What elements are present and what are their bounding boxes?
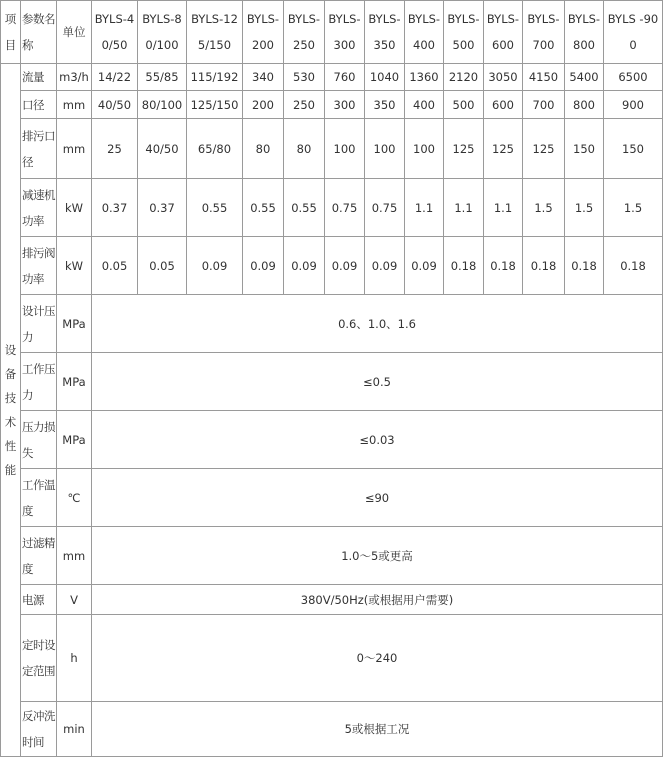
header-model: BYLS-300	[325, 1, 365, 64]
param-value: 0.09	[284, 237, 325, 295]
header-model: BYLS-350	[365, 1, 405, 64]
param-value: 5400	[565, 64, 604, 91]
param-value: 65/80	[187, 119, 243, 179]
param-value: 125	[484, 119, 523, 179]
param-value: 80/100	[138, 91, 187, 119]
param-value: 600	[484, 91, 523, 119]
param-value: ≤0.5	[92, 353, 663, 411]
param-value: 1.0～5或更高	[92, 527, 663, 585]
param-value: 0.75	[325, 179, 365, 237]
param-value: 400	[405, 91, 444, 119]
param-value: 1360	[405, 64, 444, 91]
table-row	[1, 615, 663, 702]
param-value: 1.5	[604, 179, 663, 237]
param-value: 0.37	[92, 179, 138, 237]
param-name: 反冲洗时间	[21, 702, 57, 757]
param-value: 0.6、1.0、1.6	[92, 295, 663, 353]
param-value: 14/22	[92, 64, 138, 91]
param-unit: V	[57, 585, 92, 615]
table-row	[1, 585, 663, 615]
param-value: 125/150	[187, 91, 243, 119]
param-name: 排污阀功率	[21, 237, 57, 295]
param-value: 0.05	[92, 237, 138, 295]
param-name: 定时设定范围	[21, 615, 57, 702]
param-unit: MPa	[57, 411, 92, 469]
table-row	[1, 295, 663, 353]
param-unit: ℃	[57, 469, 92, 527]
table-row	[1, 119, 663, 179]
param-value: 0.18	[444, 237, 484, 295]
param-value: ≤0.03	[92, 411, 663, 469]
table-row	[1, 527, 663, 585]
header-model: BYLS -900	[604, 1, 663, 64]
side-label: 设备技术性能	[1, 64, 21, 757]
param-value: 0.37	[138, 179, 187, 237]
param-value: 0.09	[187, 237, 243, 295]
header-item: 项目	[1, 1, 21, 64]
param-name: 排污口径	[21, 119, 57, 179]
param-value: 100	[365, 119, 405, 179]
param-value: 6500	[604, 64, 663, 91]
param-value: 0.18	[484, 237, 523, 295]
param-value: 0.55	[284, 179, 325, 237]
param-name: 减速机功率	[21, 179, 57, 237]
param-value: 0.55	[243, 179, 284, 237]
param-value: 350	[365, 91, 405, 119]
param-value: 100	[405, 119, 444, 179]
param-value: 200	[243, 91, 284, 119]
param-value: 3050	[484, 64, 523, 91]
param-value: 800	[565, 91, 604, 119]
header-model: BYLS-800	[565, 1, 604, 64]
param-value: 55/85	[138, 64, 187, 91]
header-row	[1, 1, 663, 64]
table-row	[1, 237, 663, 295]
param-value: 1.5	[523, 179, 565, 237]
header-model: BYLS-80/100	[138, 1, 187, 64]
param-value: 1.1	[444, 179, 484, 237]
param-value: 380V/50Hz(或根据用户需要)	[92, 585, 663, 615]
header-model: BYLS-200	[243, 1, 284, 64]
param-unit: min	[57, 702, 92, 757]
header-model: BYLS-700	[523, 1, 565, 64]
table-row	[1, 702, 663, 757]
param-value: 340	[243, 64, 284, 91]
param-unit: mm	[57, 91, 92, 119]
param-value: 0.18	[523, 237, 565, 295]
param-value: 0.18	[604, 237, 663, 295]
param-value: 150	[565, 119, 604, 179]
param-value: 0.18	[565, 237, 604, 295]
param-value: 0.09	[405, 237, 444, 295]
param-value: 115/192	[187, 64, 243, 91]
param-unit: mm	[57, 527, 92, 585]
param-value: 0.09	[325, 237, 365, 295]
header-model: BYLS-250	[284, 1, 325, 64]
table-row	[1, 91, 663, 119]
param-value: 1040	[365, 64, 405, 91]
param-name: 工作温度	[21, 469, 57, 527]
header-model: BYLS-125/150	[187, 1, 243, 64]
param-value: 0.09	[243, 237, 284, 295]
param-value: 100	[325, 119, 365, 179]
param-value: 25	[92, 119, 138, 179]
param-value: 80	[284, 119, 325, 179]
param-name: 压力损失	[21, 411, 57, 469]
param-value: 250	[284, 91, 325, 119]
param-value: 0.55	[187, 179, 243, 237]
table-row	[1, 411, 663, 469]
param-value: 500	[444, 91, 484, 119]
param-value: 700	[523, 91, 565, 119]
table-row	[1, 64, 663, 91]
header-unit: 单位	[57, 1, 92, 64]
param-value: 125	[444, 119, 484, 179]
param-value: 300	[325, 91, 365, 119]
param-value: 40/50	[138, 119, 187, 179]
param-value: 0.05	[138, 237, 187, 295]
header-model: BYLS-500	[444, 1, 484, 64]
table-row	[1, 353, 663, 411]
param-value: 80	[243, 119, 284, 179]
param-unit: kW	[57, 179, 92, 237]
param-name: 电源	[21, 585, 57, 615]
param-name: 过滤精度	[21, 527, 57, 585]
param-value: 900	[604, 91, 663, 119]
param-value: 125	[523, 119, 565, 179]
param-name: 流量	[21, 64, 57, 91]
param-value: 1.1	[484, 179, 523, 237]
param-name: 工作压力	[21, 353, 57, 411]
table-row	[1, 179, 663, 237]
header-param-name: 参数名称	[21, 1, 57, 64]
param-value: 5或根据工况	[92, 702, 663, 757]
param-unit: MPa	[57, 353, 92, 411]
param-unit: MPa	[57, 295, 92, 353]
table-row	[1, 469, 663, 527]
param-value: 0.75	[365, 179, 405, 237]
param-unit: mm	[57, 119, 92, 179]
param-value: 2120	[444, 64, 484, 91]
param-value: 1.5	[565, 179, 604, 237]
header-model: BYLS-600	[484, 1, 523, 64]
param-value: 0～240	[92, 615, 663, 702]
param-name: 口径	[21, 91, 57, 119]
param-unit: h	[57, 615, 92, 702]
header-model: BYLS-40/50	[92, 1, 138, 64]
param-unit: m3/h	[57, 64, 92, 91]
param-value: 150	[604, 119, 663, 179]
param-value: 0.09	[365, 237, 405, 295]
param-value: ≤90	[92, 469, 663, 527]
param-value: 530	[284, 64, 325, 91]
param-name: 设计压力	[21, 295, 57, 353]
param-value: 1.1	[405, 179, 444, 237]
param-value: 760	[325, 64, 365, 91]
header-model: BYLS-400	[405, 1, 444, 64]
param-unit: kW	[57, 237, 92, 295]
param-value: 4150	[523, 64, 565, 91]
param-value: 40/50	[92, 91, 138, 119]
